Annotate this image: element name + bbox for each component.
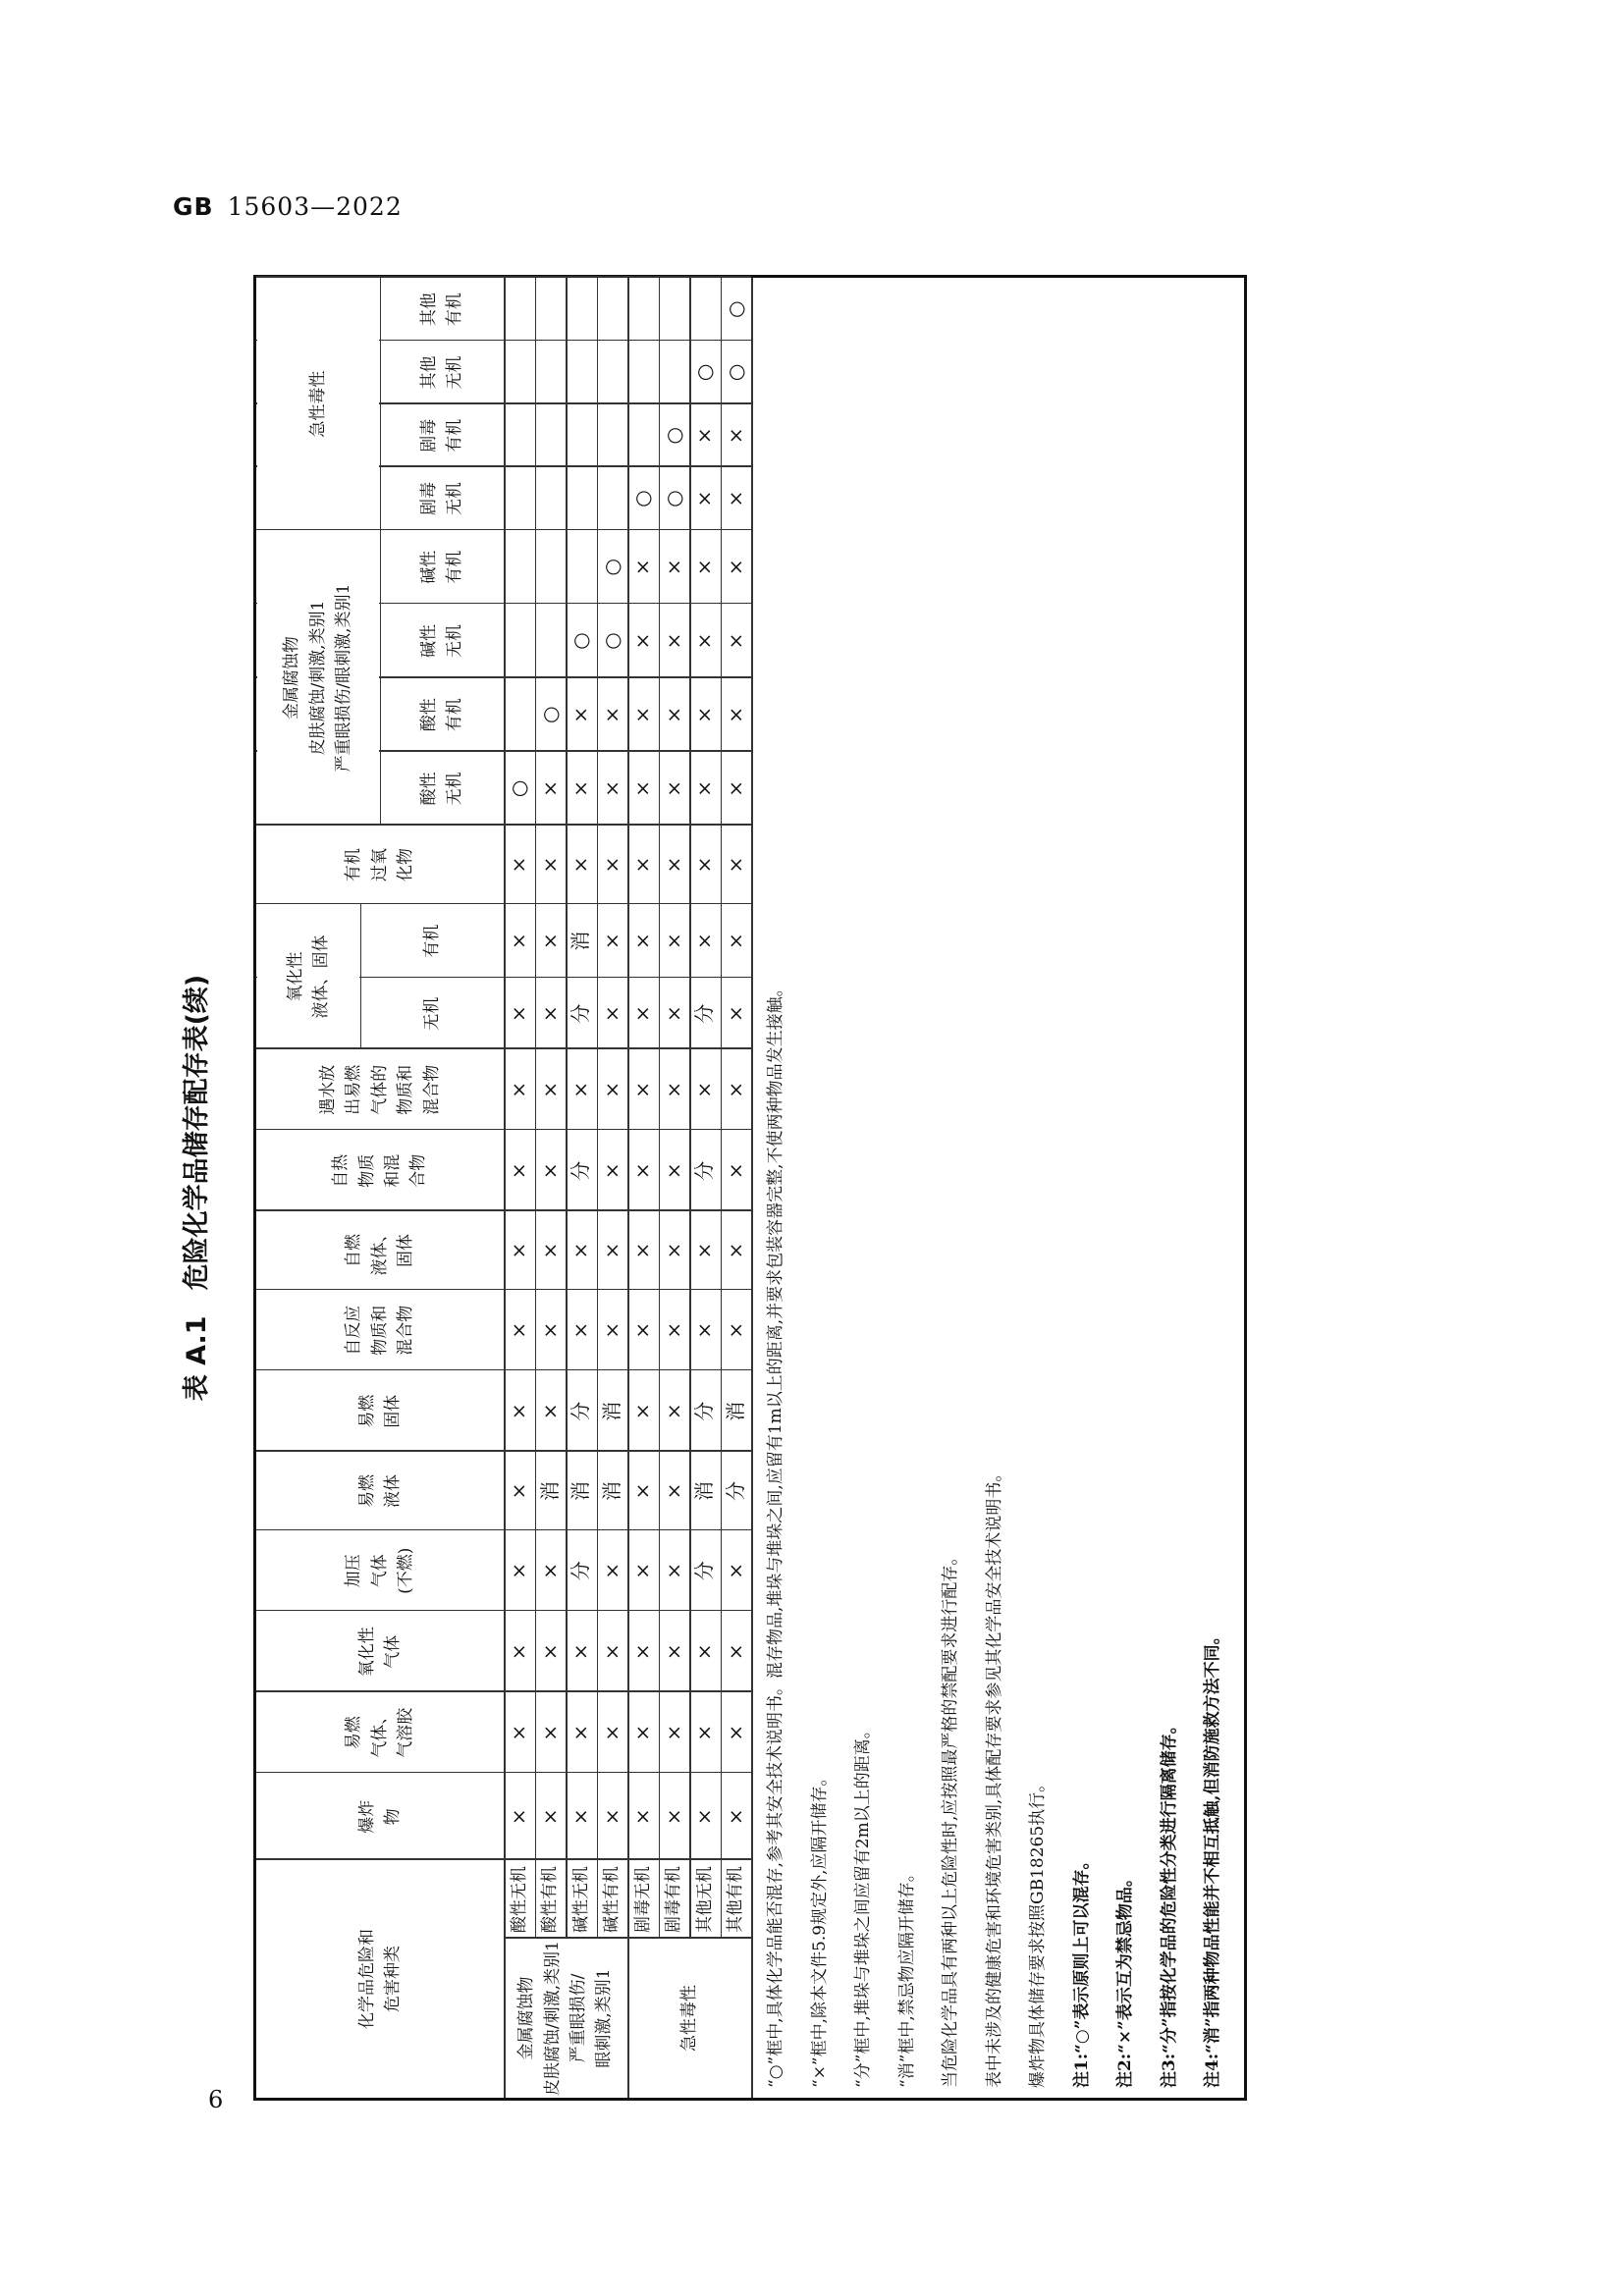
- compat-mark: 分: [692, 1401, 717, 1421]
- compat-mark: 分: [692, 1561, 717, 1581]
- compat-mark: 消: [599, 1481, 623, 1501]
- compat-mark: 消: [568, 1481, 593, 1501]
- compat-mark: ×: [692, 490, 717, 507]
- compat-mark: 分: [568, 1160, 593, 1181]
- compat-mark: 消: [723, 1401, 747, 1421]
- compat-mark: ×: [507, 1482, 531, 1500]
- compat-mark: ×: [661, 780, 685, 797]
- compat-mark: ○: [507, 779, 531, 798]
- row-label: 酸性无机: [509, 1866, 529, 1933]
- compat-mark: ×: [537, 856, 562, 874]
- standard-id: [173, 192, 403, 221]
- compat-mark: ×: [630, 1081, 655, 1098]
- column-header: 剧毒 有机: [418, 418, 464, 453]
- compat-mark: ×: [723, 856, 747, 874]
- column-header: 氧化性 气体: [356, 1627, 403, 1678]
- column-header: 爆炸 物: [356, 1799, 403, 1834]
- compat-mark: 分: [692, 1160, 717, 1181]
- compat-mark: ×: [723, 1562, 747, 1579]
- column-header: 碱性 有机: [418, 550, 464, 584]
- compat-mark: ×: [630, 1242, 655, 1259]
- table-title: 危险化学品储存配存表(续): [182, 974, 212, 1291]
- compat-mark: ×: [692, 1724, 717, 1741]
- compat-mark: ×: [630, 632, 655, 650]
- compat-mark: ×: [507, 1242, 531, 1259]
- compat-mark: ×: [568, 780, 593, 797]
- compat-mark: ×: [692, 1321, 717, 1339]
- column-header: 加压 气体 (不燃): [344, 1547, 416, 1594]
- compat-mark: 消: [692, 1481, 717, 1501]
- compat-mark: ×: [537, 933, 562, 950]
- compat-mark: ×: [723, 1242, 747, 1259]
- column-header: 碱性 无机: [418, 623, 464, 658]
- compat-mark: ×: [661, 1081, 685, 1098]
- row-header-title: 化学品危险和 危害种类: [356, 1929, 403, 2029]
- compat-mark: ×: [692, 632, 717, 650]
- compat-mark: ×: [723, 1808, 747, 1826]
- compat-mark: ×: [599, 1321, 623, 1339]
- compat-mark: ×: [692, 559, 717, 576]
- compat-mark: ×: [723, 706, 747, 723]
- compat-mark: ×: [537, 1562, 562, 1579]
- compat-mark: ×: [568, 1808, 593, 1826]
- compat-mark: ×: [568, 1081, 593, 1098]
- compat-mark: 分: [568, 1561, 593, 1581]
- column-header: 易燃 固体: [356, 1394, 403, 1428]
- compat-mark: ×: [630, 1482, 655, 1500]
- compat-mark: ×: [630, 706, 655, 723]
- compat-mark: ×: [661, 706, 685, 723]
- row-label: 碱性无机: [570, 1866, 591, 1933]
- compat-mark: ×: [537, 1808, 562, 1826]
- row-label: 酸性有机: [540, 1866, 561, 1933]
- column-header: 其他 无机: [418, 355, 464, 390]
- table-number: 表 A.1: [182, 1315, 212, 1402]
- table-note: 注4:“消”指两种物品性能并不相互抵触,但消防施救方法不同。: [1203, 1628, 1222, 2088]
- compat-mark: ×: [723, 632, 747, 650]
- compatibility-table: [253, 275, 1247, 2101]
- row-group-label: 金属腐蚀物 皮肤腐蚀/刺激,类别1 严重眼损伤/ 眼刺激,类别1: [516, 1941, 615, 2096]
- compat-mark: ×: [661, 1321, 685, 1339]
- compat-mark: ×: [568, 856, 593, 874]
- compat-mark: ×: [630, 933, 655, 950]
- compat-mark: ×: [537, 1242, 562, 1259]
- compat-mark: ×: [630, 1005, 655, 1022]
- compat-mark: ×: [599, 1162, 623, 1180]
- compat-mark: ×: [723, 1643, 747, 1661]
- compat-mark: ×: [537, 1321, 562, 1339]
- compat-mark: ×: [537, 1005, 562, 1022]
- rule-line: [751, 278, 753, 2098]
- compat-mark: ×: [599, 1808, 623, 1826]
- column-header: 自反应 物质和 混合物: [344, 1305, 416, 1356]
- column-header: 酸性 有机: [418, 698, 464, 732]
- compat-mark: ×: [568, 1724, 593, 1741]
- compat-mark: ○: [599, 632, 623, 650]
- column-header: 其他 有机: [418, 293, 464, 327]
- compat-mark: ×: [723, 490, 747, 507]
- compat-mark: ×: [507, 856, 531, 874]
- compat-mark: ×: [723, 933, 747, 950]
- compat-mark: ○: [661, 490, 685, 507]
- compat-mark: ×: [692, 780, 717, 797]
- compat-mark: ×: [507, 1005, 531, 1022]
- group-header-toxic: 急性毒性: [307, 370, 328, 438]
- compat-mark: ○: [630, 490, 655, 507]
- standard-number: 15603—2022: [227, 192, 403, 221]
- compat-mark: 消: [599, 1401, 623, 1421]
- compat-mark: ×: [568, 1643, 593, 1661]
- compat-mark: ×: [661, 1403, 685, 1420]
- column-header: 自燃 液体、 固体: [344, 1225, 416, 1276]
- compat-mark: ×: [661, 1242, 685, 1259]
- compat-mark: ×: [692, 933, 717, 950]
- column-header: 易燃 液体: [356, 1474, 403, 1508]
- table-note: 当危险化学品具有两种以上危险性时,应按照最严格的禁配要求进行配存。: [941, 1548, 960, 2088]
- compat-mark: ×: [568, 1242, 593, 1259]
- group-header-corrosive: 金属腐蚀物 皮肤腐蚀/刺激,类别1 严重眼损伤/眼刺激,类别1: [282, 583, 354, 773]
- compat-mark: ×: [692, 1808, 717, 1826]
- compat-mark: ×: [630, 856, 655, 874]
- compat-mark: ×: [661, 1562, 685, 1579]
- compat-mark: ×: [661, 632, 685, 650]
- compat-mark: ×: [599, 706, 623, 723]
- compat-mark: ×: [661, 933, 685, 950]
- compat-mark: ○: [568, 632, 593, 650]
- table-note: “消”框中,禁忌物应隔开储存。: [896, 1865, 917, 2088]
- column-header: 剧毒 无机: [418, 482, 464, 516]
- table-note: “×”框中,除本文件5.9规定外,应隔开储存。: [809, 1769, 830, 2088]
- compat-mark: ×: [599, 1005, 623, 1022]
- table-note: 注1:“○”表示原则上可以混存。: [1071, 1852, 1092, 2088]
- compat-mark: ×: [537, 1403, 562, 1420]
- compat-mark: ×: [507, 933, 531, 950]
- compat-mark: ×: [630, 1808, 655, 1826]
- compat-mark: ×: [630, 1403, 655, 1420]
- compat-mark: ○: [537, 706, 562, 723]
- row-label: 其他无机: [694, 1866, 715, 1933]
- compat-mark: 分: [723, 1481, 747, 1501]
- compat-mark: ×: [630, 1321, 655, 1339]
- compat-mark: ×: [630, 1562, 655, 1579]
- row-group-label: 急性毒性: [678, 1985, 699, 2052]
- page-number: 6: [208, 2086, 224, 2113]
- compat-mark: ×: [630, 1643, 655, 1661]
- compat-mark: ×: [568, 1321, 593, 1339]
- compat-mark: ×: [723, 780, 747, 797]
- compat-mark: ×: [599, 1562, 623, 1579]
- compat-mark: ×: [599, 1081, 623, 1098]
- table-caption: [175, 275, 213, 2101]
- compat-mark: ×: [537, 1643, 562, 1661]
- compat-mark: ×: [507, 1562, 531, 1579]
- compat-mark: ×: [599, 1724, 623, 1741]
- compat-mark: ×: [723, 1321, 747, 1339]
- compat-mark: ×: [661, 1005, 685, 1022]
- compat-mark: ×: [630, 1162, 655, 1180]
- column-header: 自热 物质 和混 合物: [331, 1153, 429, 1188]
- column-header: 无机: [421, 996, 442, 1031]
- compat-mark: ×: [723, 427, 747, 445]
- compat-mark: ×: [507, 1321, 531, 1339]
- compat-mark: ×: [692, 1081, 717, 1098]
- compat-mark: ×: [599, 780, 623, 797]
- compat-mark: ×: [661, 1724, 685, 1741]
- standard-prefix: GB: [173, 192, 214, 221]
- compat-mark: 消: [568, 931, 593, 951]
- compat-mark: ×: [661, 1808, 685, 1826]
- compat-mark: ×: [692, 1643, 717, 1661]
- column-header: 易燃 气体、 气溶胶: [344, 1707, 416, 1758]
- compat-mark: ×: [723, 1005, 747, 1022]
- compat-mark: ×: [692, 1242, 717, 1259]
- table-note: “○”框中,具体化学品能否混存,参考其安全技术说明书。混存物品,堆垛与堆垛之间,应留有1m以上的距离,并要求包装容器完整,不使两种物品发生接触。: [766, 980, 785, 2088]
- compat-mark: ○: [723, 300, 747, 318]
- column-header: 遇水放 出易燃 气体的 物质和 混合物: [318, 1064, 442, 1115]
- compat-mark: ×: [568, 706, 593, 723]
- compat-mark: ×: [507, 1403, 531, 1420]
- compat-mark: ×: [507, 1162, 531, 1180]
- column-header: 有机: [421, 924, 442, 958]
- compat-mark: ×: [507, 1724, 531, 1741]
- compat-mark: ○: [723, 363, 747, 382]
- compat-mark: ×: [723, 559, 747, 576]
- compat-mark: ×: [537, 1162, 562, 1180]
- column-header: 有机 过氧 化物: [344, 848, 416, 881]
- compat-mark: ×: [723, 1162, 747, 1180]
- row-label: 其他有机: [726, 1866, 746, 1933]
- compat-mark: ×: [630, 1724, 655, 1741]
- row-label: 剧毒有机: [664, 1866, 684, 1933]
- table-note: 注2:“×”表示互为禁忌物品。: [1115, 1870, 1135, 2088]
- group-header-oxidizing: 氧化性 液体、固体: [285, 934, 331, 1019]
- compat-mark: ×: [630, 780, 655, 797]
- compat-mark: ×: [661, 856, 685, 874]
- compat-mark: ×: [599, 1242, 623, 1259]
- compat-mark: ×: [692, 706, 717, 723]
- compat-mark: 分: [568, 1401, 593, 1421]
- compat-mark: ○: [599, 559, 623, 576]
- rotated-table-region: [167, 236, 1267, 2101]
- compat-mark: ×: [692, 427, 717, 445]
- compat-mark: ×: [692, 856, 717, 874]
- compat-mark: 分: [692, 1003, 717, 1024]
- compat-mark: ×: [661, 1482, 685, 1500]
- compat-mark: ○: [661, 427, 685, 445]
- row-label: 碱性有机: [602, 1866, 623, 1933]
- compat-mark: ×: [507, 1081, 531, 1098]
- compat-mark: ×: [723, 1724, 747, 1741]
- table-note: “分”框中,堆垛与堆垛之间应留有2m以上的距离。: [853, 1722, 873, 2088]
- compat-mark: ×: [507, 1808, 531, 1826]
- row-label: 剧毒无机: [632, 1866, 653, 1933]
- compat-mark: ×: [599, 1643, 623, 1661]
- compat-mark: ×: [661, 1643, 685, 1661]
- compat-mark: ○: [692, 363, 717, 382]
- compat-mark: ×: [599, 856, 623, 874]
- compat-mark: 消: [537, 1481, 562, 1501]
- compat-mark: ×: [537, 1724, 562, 1741]
- table-note: 爆炸物具体储存要求按照GB18265执行。: [1028, 1775, 1048, 2088]
- table-note: 表中未涉及的健康危害和环境危害类别,具体配存要求参见其化学品安全技术说明书。: [984, 1465, 1004, 2088]
- compat-mark: ×: [723, 1081, 747, 1098]
- compat-mark: ×: [661, 1162, 685, 1180]
- column-header: 酸性 无机: [418, 772, 464, 806]
- compat-mark: ×: [537, 1081, 562, 1098]
- table-note: 注3:“分”指按化学品的危险性分类进行隔离储存。: [1159, 1717, 1179, 2088]
- compat-mark: 分: [568, 1003, 593, 1024]
- compat-mark: ×: [661, 559, 685, 576]
- compat-mark: ×: [599, 933, 623, 950]
- compat-mark: ×: [507, 1643, 531, 1661]
- compat-mark: ×: [537, 780, 562, 797]
- compat-mark: ×: [630, 559, 655, 576]
